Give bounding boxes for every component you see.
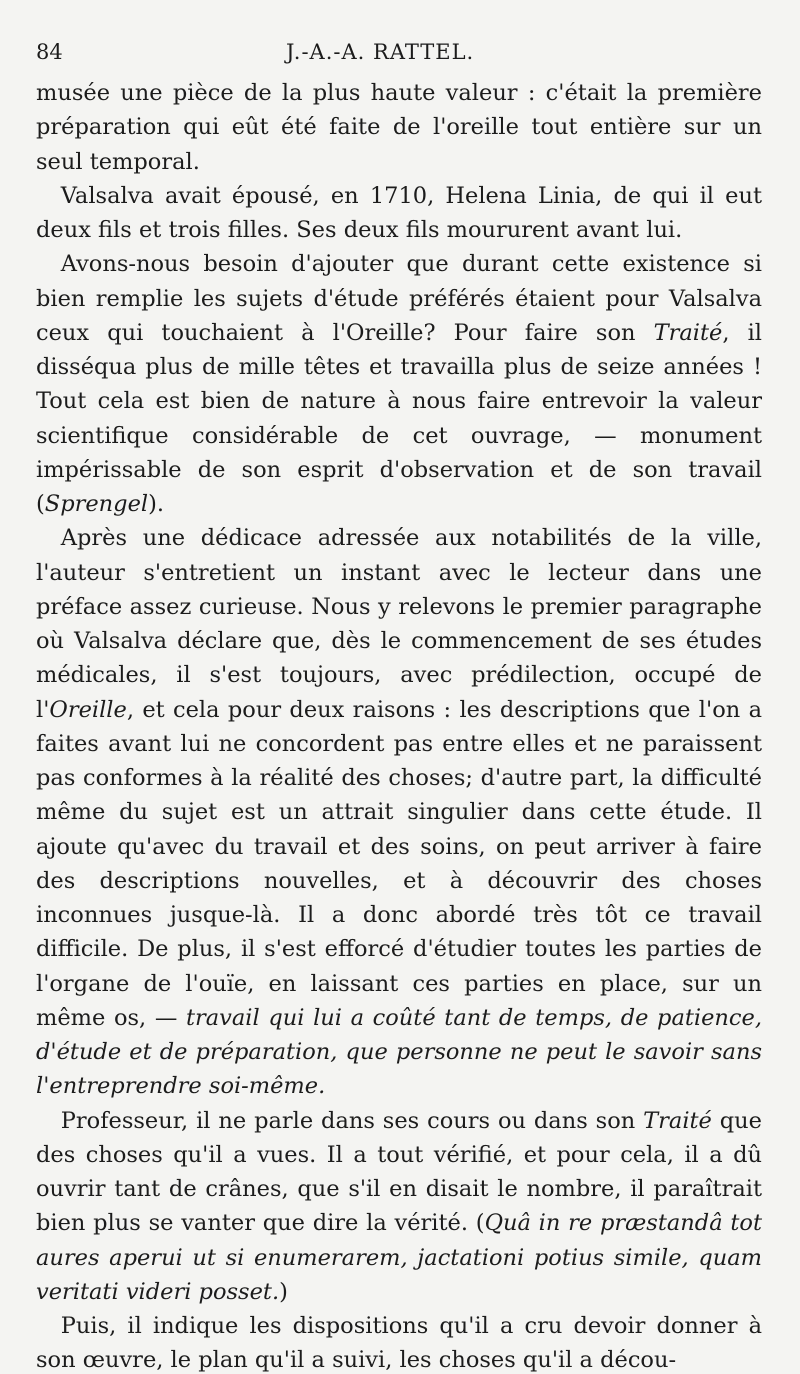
paragraph-3-before: Avons-nous besoin d'ajouter que durant cette existence si bien remplie les sujets d'étude préférés étaient pour Valsalva ceux qui touchaient à l'Oreille? Pour faire son [36,251,762,346]
paragraph-1-text: musée une pièce de la plus haute valeur : c'était la première préparation qui eût été faite de l'oreille tout entière sur un seul temporal. [36,80,762,175]
page-number: 84 [36,40,63,64]
main-text [36,76,762,1374]
valsalva-quote: travail qui lui a coûté tant de temps, de patience, d'étude et de préparation, que personne ne peut le savoir sans l'entreprendre soi-même. [36,1004,762,1100]
paragraph-5-after: ) [279,1278,288,1305]
paragraph-6-text: Puis, il indique les dispositions qu'il a cru devoir donner à son œuvre, le plan qu'il a suivi, les choses qu'il a décou- [36,1313,762,1374]
latin-quote: Quâ in re præstandâ tot aures aperui ut si enumerarem, jactationi potius simile, quam veritati videri posset. [36,1210,763,1305]
oreille-word: Oreille [49,696,127,723]
paragraph-4-before: Après une dédicace adressée aux notabilités de la ville, l'auteur s'entretient un instant avec le lecteur dans une préface assez curieuse. Nous y relevons le premier paragraphe où Valsalva déclare que, dès le commencement de ses études médicales, il s'est toujours, avec prédilection, occupé de l' [36,525,762,723]
paragraph-2 [36,179,762,248]
paragraph-5-middle: que des choses qu'il a vues. Il a tout vérifié, et pour cela, il a dû ouvrir tant de crânes, que s'il en disait le nombre, il paraîtrait bien plus se vanter que dire la vérité. ( [36,1107,762,1237]
paragraph-3-after: ). [148,491,165,517]
sprengel-name: Sprengel [44,491,149,517]
paragraph-2-text: Valsalva avait épousé, en 1710, Helena Linia, de qui il eut deux fils et trois filles. Ses deux fils moururent avant lui. [36,182,762,243]
paragraph-6 [36,1309,762,1374]
traite-title: Traité [653,319,723,346]
paragraph-4 [36,521,762,1103]
paragraph-1 [36,76,762,179]
paragraph-4-middle: , et cela pour deux raisons : les descriptions que l'on a faites avant lui ne concordent pas entre elles et ne paraissent pas conformes à la réalité des choses; d'autre part, la difficulté même du sujet est un attrait singulier dans cette étude. Il ajoute qu'avec du travail et des soins, on peut arriver à faire des descriptions nouvelles, et à découvrir des choses inconnues jusque-là. Il a donc abordé très tôt ce travail difficile. De plus, il s'est efforcé d'étudier toutes les parties de l'organe de l'ouïe, en laissant ces parties en place, sur un même os, — [36,696,762,1031]
paragraph-5-before: Professeur, il ne parle dans ses cours ou dans son [60,1107,644,1134]
paragraph-5 [36,1104,762,1310]
paragraph-3-middle: , il disséqua plus de mille têtes et travailla plus de seize années ! Tout cela est bien de nature à nous faire entrevoir la valeur scientifique considérable de cet ouvrage, — monument impérissable de son esprit d'observation et de son travail ( [36,319,762,517]
paragraph-3 [36,247,762,521]
page-header [36,40,764,70]
traite-title-2: Traité [643,1107,712,1134]
running-head: J.-A.-A. RATTEL. [286,40,475,64]
